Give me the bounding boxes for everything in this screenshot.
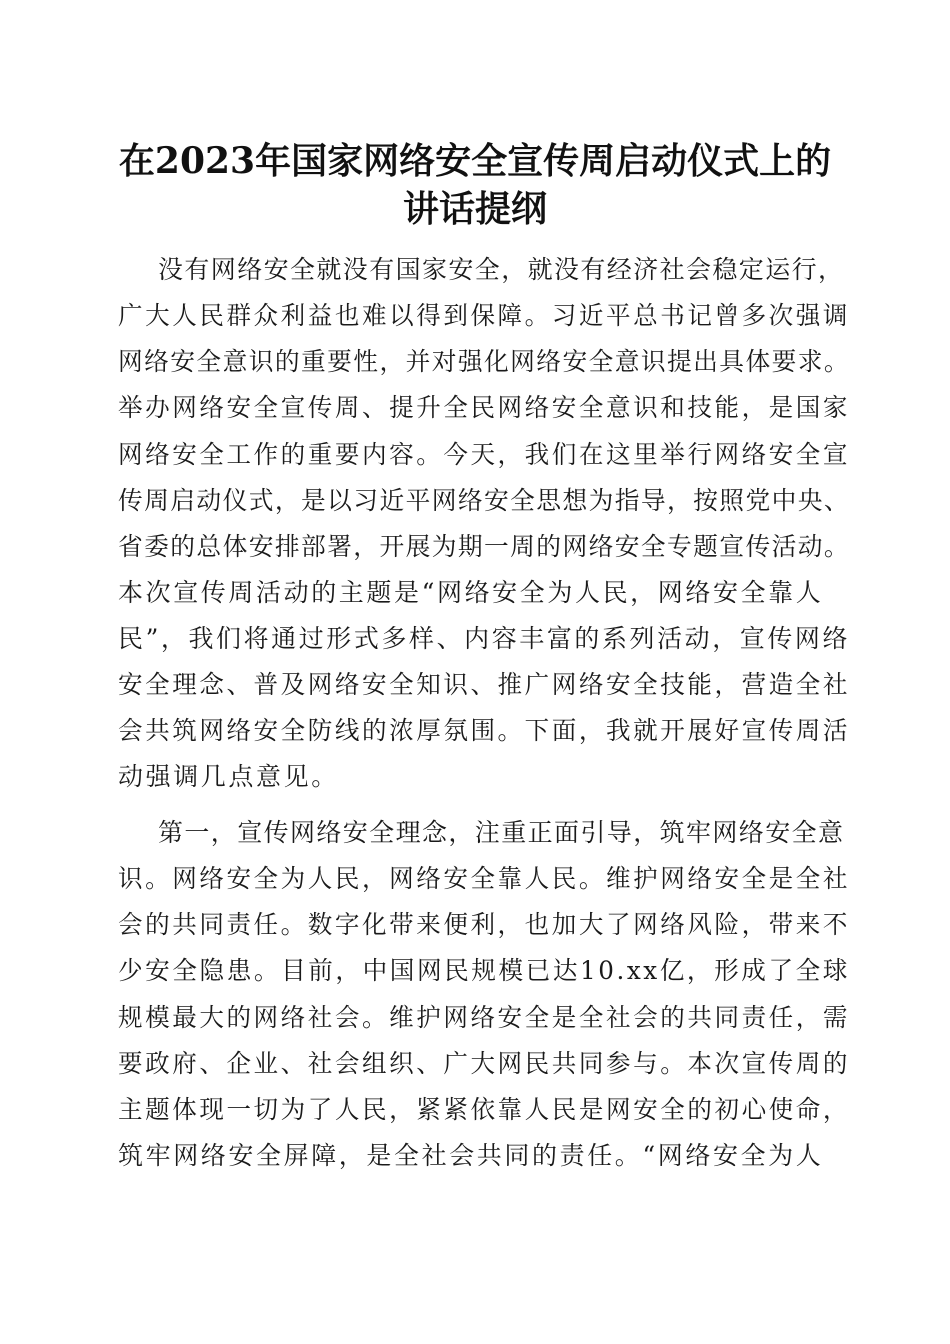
paragraph-1-line: 民”，我们将通过形式多样、内容丰富的系列活动，宣传网络	[118, 624, 851, 653]
paragraph-2-line: 筑牢网络安全屏障，是全社会共同的责任。“网络安全为人	[118, 1141, 824, 1170]
paragraph-2-line: 主题体现一切为了人民，紧紧依靠人民是网安全的初心使命，	[118, 1095, 851, 1124]
paragraph-1-line: 省委的总体安排部署，开展为期一周的网络安全专题宣传活动。	[118, 532, 851, 561]
paragraph-1-line: 本次宣传周活动的主题是“网络安全为人民，网络安全靠人	[118, 578, 824, 607]
paragraph-1-line: 广大人民群众利益也难以得到保障。习近平总书记曾多次强调	[118, 301, 851, 330]
paragraph-1-line: 举办网络安全宣传周、提升全民网络安全意识和技能，是国家	[118, 393, 851, 422]
paragraph-2-line: 识。网络安全为人民，网络安全靠人民。维护网络安全是全社	[118, 864, 851, 893]
paragraph-1-line: 没有网络安全就没有国家安全，就没有经济社会稳定运行，	[158, 255, 845, 284]
paragraph-2-line: 第一，宣传网络安全理念，注重正面引导，筑牢网络安全意	[158, 818, 845, 847]
document-title-line-2: 讲话提纲	[402, 188, 547, 230]
paragraph-2-line: 规模最大的网络社会。维护网络安全是全社会的共同责任，需	[118, 1003, 851, 1032]
paragraph-1-line: 动强调几点意见。	[118, 762, 339, 791]
paragraph-1-line: 网络安全意识的重要性，并对强化网络安全意识提出具体要求。	[118, 347, 851, 376]
paragraph-2-line: 要政府、企业、社会组织、广大网民共同参与。本次宣传周的	[118, 1049, 851, 1078]
paragraph-2-line: 会的共同责任。数字化带来便利，也加大了网络风险，带来不	[118, 910, 851, 939]
paragraph-1-line: 传周启动仪式，是以习近平网络安全思想为指导，按照党中央、	[118, 486, 851, 515]
paragraph-1-line: 网络安全工作的重要内容。今天，我们在这里举行网络安全宣	[118, 440, 851, 469]
paragraph-2-line: 少安全隐患。目前，中国网民规模已达10.xx亿，形成了全球	[118, 956, 850, 985]
paragraph-1-line: 安全理念、普及网络安全知识、推广网络安全技能，营造全社	[118, 670, 851, 699]
document-title-line-1: 在2023年国家网络安全宣传周启动仪式上的	[118, 140, 832, 182]
paragraph-1-line: 会共筑网络安全防线的浓厚氛围。下面，我就开展好宣传周活	[118, 716, 851, 745]
